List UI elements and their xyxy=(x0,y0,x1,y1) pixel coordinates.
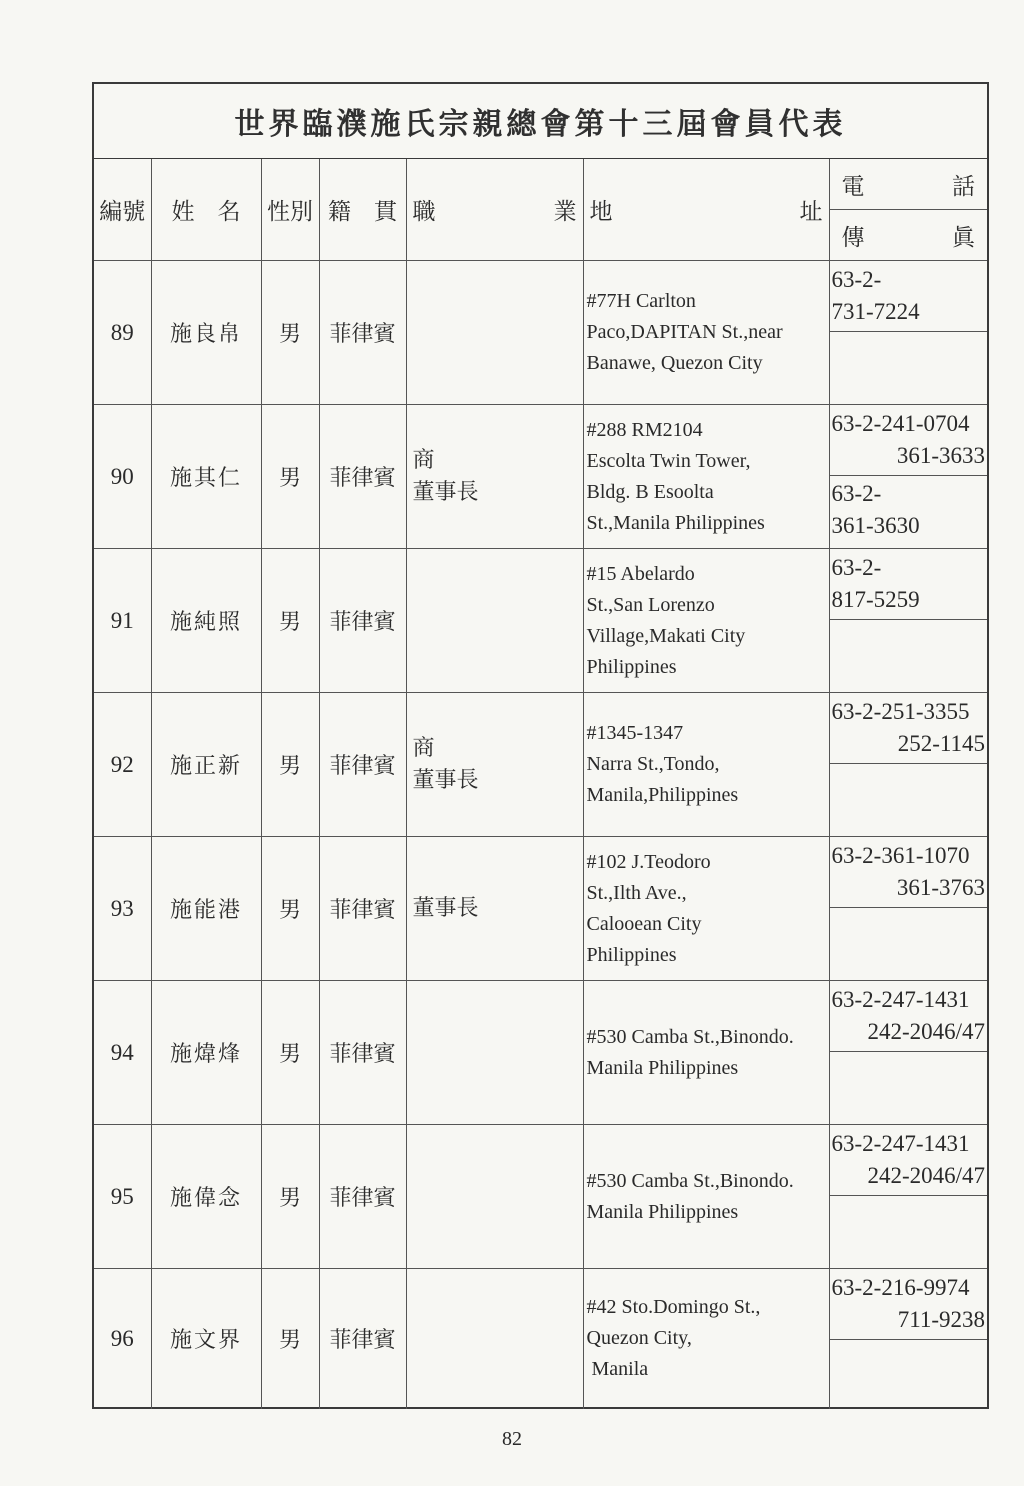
page-number: 82 xyxy=(502,1428,522,1450)
member-occupation xyxy=(406,261,583,405)
header-occupation: 職 業 xyxy=(406,159,583,261)
member-phone: 63-2- 731-7224 xyxy=(830,262,988,332)
member-phone-fax xyxy=(829,549,987,693)
member-occupation: 商 董事長 xyxy=(406,405,583,549)
member-no: 94 xyxy=(94,981,151,1125)
member-phone: 63-2-216-9974 711-9238 xyxy=(830,1270,988,1340)
member-name: 施良帛 xyxy=(151,261,261,405)
page-title: 世界臨濮施氏宗親總會第十三屆會員代表 xyxy=(94,84,987,159)
member-address: #288 RM2104 Escolta Twin Tower, Bldg. B Esoolta St.,Manila Philippines xyxy=(583,405,829,549)
member-origin: 菲律賓 xyxy=(319,693,406,837)
member-fax xyxy=(830,1052,988,1124)
member-phone: 63-2-247-1431 242-2046/47 xyxy=(830,982,988,1052)
member-gender: 男 xyxy=(261,405,319,549)
member-no: 91 xyxy=(94,549,151,693)
member-table xyxy=(94,159,987,1409)
member-phone: 63-2-361-1070 361-3763 xyxy=(830,838,988,908)
member-no: 90 xyxy=(94,405,151,549)
member-no: 92 xyxy=(94,693,151,837)
member-name: 施文界 xyxy=(151,1269,261,1409)
member-fax xyxy=(830,332,988,404)
member-name: 施煒烽 xyxy=(151,981,261,1125)
member-occupation xyxy=(406,549,583,693)
member-phone-fax xyxy=(829,981,987,1125)
member-address: #102 J.Teodoro St.,Ilth Ave., Calooean City Philippines xyxy=(583,837,829,981)
member-address: #530 Camba St.,Binondo. Manila Philippines xyxy=(583,1125,829,1269)
member-no: 93 xyxy=(94,837,151,981)
header-origin: 籍 貫 xyxy=(319,159,406,261)
member-no: 96 xyxy=(94,1269,151,1409)
member-phone: 63-2-241-0704 361-3633 xyxy=(830,406,988,476)
member-phone: 63-2- 817-5259 xyxy=(830,550,988,620)
member-no: 89 xyxy=(94,261,151,405)
header-gender: 性別 xyxy=(261,159,319,261)
member-name: 施其仁 xyxy=(151,405,261,549)
member-address: #1345-1347 Narra St.,Tondo, Manila,Philippines xyxy=(583,693,829,837)
member-address: #15 Abelardo St.,San Lorenzo Village,Makati City Philippines xyxy=(583,549,829,693)
table-row xyxy=(94,693,987,837)
table-row xyxy=(94,405,987,549)
member-phone-fax xyxy=(829,1125,987,1269)
member-gender: 男 xyxy=(261,693,319,837)
member-origin: 菲律賓 xyxy=(319,837,406,981)
member-phone-fax xyxy=(829,1269,987,1409)
member-occupation: 董事長 xyxy=(406,837,583,981)
member-origin: 菲律賓 xyxy=(319,261,406,405)
member-phone: 63-2-247-1431 242-2046/47 xyxy=(830,1126,988,1196)
member-address: #530 Camba St.,Binondo. Manila Philippines xyxy=(583,981,829,1125)
member-gender: 男 xyxy=(261,1269,319,1409)
member-origin: 菲律賓 xyxy=(319,549,406,693)
member-phone-fax xyxy=(829,405,987,549)
header-fax: 傳 眞 xyxy=(829,210,987,261)
table-row xyxy=(94,837,987,981)
member-fax xyxy=(830,1196,988,1268)
member-phone-fax xyxy=(829,693,987,837)
member-origin: 菲律賓 xyxy=(319,1125,406,1269)
table-row xyxy=(94,1125,987,1269)
member-fax xyxy=(830,908,988,980)
member-fax: 63-2- 361-3630 xyxy=(831,480,920,538)
table-row xyxy=(94,261,987,405)
member-phone-fax xyxy=(829,261,987,405)
member-origin: 菲律賓 xyxy=(319,981,406,1125)
member-occupation xyxy=(406,1269,583,1409)
member-name: 施正新 xyxy=(151,693,261,837)
member-fax xyxy=(830,1340,988,1408)
member-occupation xyxy=(406,981,583,1125)
member-gender: 男 xyxy=(261,549,319,693)
member-phone: 63-2-251-3355 252-1145 xyxy=(830,694,988,764)
member-gender: 男 xyxy=(261,837,319,981)
member-occupation xyxy=(406,1125,583,1269)
table-row xyxy=(94,981,987,1125)
header-no: 編號 xyxy=(94,159,151,261)
member-origin: 菲律賓 xyxy=(319,1269,406,1409)
member-origin: 菲律賓 xyxy=(319,405,406,549)
member-name: 施能港 xyxy=(151,837,261,981)
member-address: #42 Sto.Domingo St., Quezon City, Manila xyxy=(583,1269,829,1409)
member-name: 施偉念 xyxy=(151,1125,261,1269)
member-name: 施純照 xyxy=(151,549,261,693)
member-gender: 男 xyxy=(261,981,319,1125)
header-phone: 電 話 xyxy=(829,159,987,210)
member-fax xyxy=(830,764,988,836)
table-row xyxy=(94,549,987,693)
member-phone-fax xyxy=(829,837,987,981)
header-name: 姓 名 xyxy=(151,159,261,261)
header-address: 地 址 xyxy=(583,159,829,261)
member-address: #77H Carlton Paco,DAPITAN St.,near Banawe, Quezon City xyxy=(583,261,829,405)
member-no: 95 xyxy=(94,1125,151,1269)
member-fax xyxy=(830,620,988,692)
member-gender: 男 xyxy=(261,261,319,405)
member-table-frame xyxy=(92,82,989,1409)
member-gender: 男 xyxy=(261,1125,319,1269)
member-occupation: 商 董事長 xyxy=(406,693,583,837)
table-row xyxy=(94,1269,987,1409)
